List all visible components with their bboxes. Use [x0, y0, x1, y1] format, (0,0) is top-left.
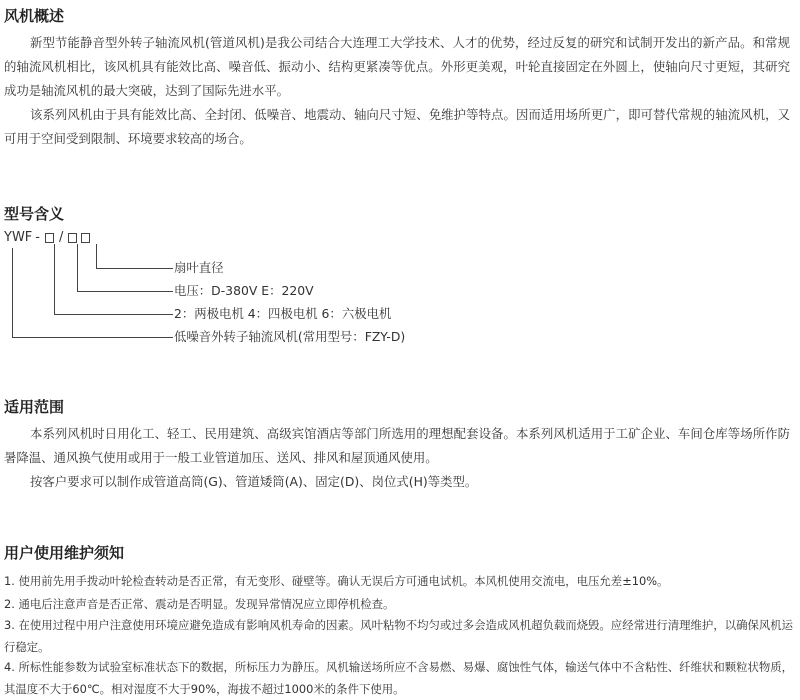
section-title-model: 型号含义: [4, 205, 65, 223]
model-label-poles: 2：两极电机 4：四极电机 6：六极电机: [174, 306, 392, 321]
model-label-diameter: 扇叶直径: [174, 260, 224, 275]
connector-line-series: [12, 248, 173, 338]
model-code-box-diameter: [81, 233, 90, 243]
model-label-series: 低噪音外转子轴流风机(常用型号：FZY-D): [174, 329, 406, 344]
overview-paragraph-1: 新型节能静音型外转子轴流风机(管道风机)是我公司结合大连理工大学技术、人才的优势，经过反复的研究和试制开发出的新产品。和常规的轴流风机相比，该风机具有能效比高、噪音低、振动小、结构更紧凑等优点。外形更美观，叶轮直接固定在外圆上，使轴向尺寸更短，其研究成功是轴流风机的最大突破，达到了国际先进水平。: [4, 35, 790, 98]
maintenance-item-4: 4. 所标性能参数为试验室标准状态下的数据，所标压力为静压。风机输送场所应不含易燃、易爆、腐蚀性气体，输送气体中不含粘性、纤维状和颗粒状物质，其温度不大于60℃。相对湿度不大于90%，海拔不超过1000米的条件下使用。: [4, 660, 794, 696]
model-label-voltage: 电压：D-380V E：220V: [174, 283, 314, 298]
section-title-maintenance: 用户使用维护须知: [4, 544, 125, 562]
maintenance-item-1: 1. 使用前先用手拨动叶轮检查转动是否正常，有无变形、碰壁等。确认无误后方可通电试机。本风机使用交流电，电压允差±10%。: [4, 574, 669, 588]
model-code-slash: /: [58, 230, 64, 245]
scope-paragraph-1: 本系列风机时日用化工、轻工、民用建筑、高级宾馆酒店等部门所选用的理想配套设备。本系列风机适用于工矿企业、车间仓库等场所作防暑降温、通风换气使用或用于一般工业管道加压、送风、排风和屋顶通风使用。: [4, 426, 790, 465]
maintenance-item-2: 2. 通电后注意声音是否正常、震动是否明显。发现异常情况应立即停机检查。: [4, 597, 395, 611]
model-code-prefix: YWF: [4, 230, 33, 245]
model-code-box-poles: [45, 233, 54, 243]
model-code-box-voltage: [68, 233, 77, 243]
model-code-dash: -: [35, 230, 40, 245]
section-title-scope: 适用范围: [4, 398, 65, 416]
overview-paragraph-2: 该系列风机由于具有能效比高、全封闭、低噪音、地震动、轴向尺寸短、免维护等特点。因而适用场所更广，即可替代常规的轴流风机，又可用于空间受到限制、环境要求较高的场合。: [4, 107, 790, 146]
section-title-overview: 风机概述: [4, 7, 65, 25]
scope-paragraph-2: 按客户要求可以制作成管道高筒(G)、管道矮筒(A)、固定(D)、岗位式(H)等类型。: [30, 474, 478, 489]
maintenance-item-3: 3. 在使用过程中用户注意使用环境应避免造成有影响风机寿命的因素。风叶粘物不均匀或过多会造成风机超负载而烧毁。应经常进行清理维护，以确保风机运行稳定。: [4, 618, 794, 654]
